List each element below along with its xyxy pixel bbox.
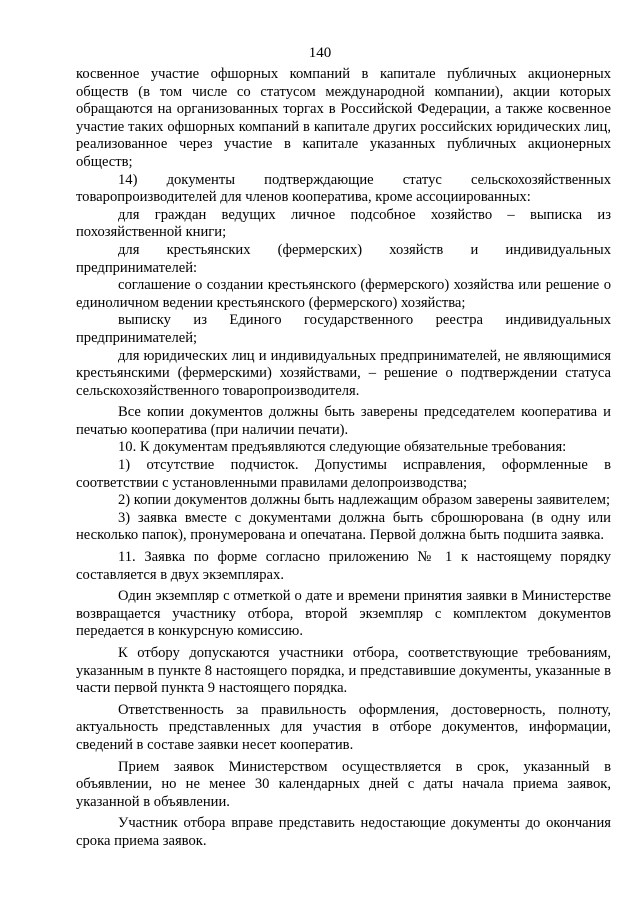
paragraph-admission: К отбору допускаются участники отбора, соответствующие требованиям, указанным в пункте 8 настоящего порядка, и представившие документы, указанные в части первой пункта 9 настоящего порядка. bbox=[76, 645, 611, 697]
paragraph-section-10: 10. К документам предъявляются следующие обязательные требования: bbox=[118, 439, 567, 456]
paragraph-responsibility: Ответственность за правильность оформления, достоверность, полноту, актуальность представленных для участия в отборе документов, информации, сведений в составе заявки несет кооператив. bbox=[76, 701, 611, 753]
document-body bbox=[76, 66, 611, 851]
paragraph-requirement-2: 2) копии документов должны быть надлежащим образом заверены заявителем; bbox=[118, 492, 611, 509]
paragraph-missing-documents: Участник отбора вправе представить недостающие документы до окончания срока приема заявок. bbox=[76, 815, 611, 849]
paragraph-citizens-household: для граждан ведущих личное подсобное хозяйство – выписка из похозяйственной книги; bbox=[76, 206, 611, 241]
paragraph-legal-entities: для юридических лиц и индивидуальных предпринимателей, не являющимися крестьянскими (фермерскими) хозяйствами, – решение о подтверждении статуса сельскохозяйственного товаропроизводителя. bbox=[76, 347, 611, 399]
paragraph-offshore-participation: косвенное участие офшорных компаний в капитале публичных акционерных обществ (в том числе со статусом международной компании), акции которых обращаются на организованных торгах в Российской Федерации, а также косвенное участие таких офшорных компаний в капитале других российских юридических лиц, реализованное через участие в капитале указанных публичных акционерных обществ; bbox=[76, 66, 611, 170]
paragraph-item-14: 14) документы подтверждающие статус сельскохозяйственных товаропроизводителей для членов кооператива, кроме ассоциированных: bbox=[76, 171, 611, 206]
paragraph-acceptance-period: Прием заявок Министерством осуществляется в срок, указанный в объявлении, но не менее 30 календарных дней с даты начала приема заявок, указанной в объявлении. bbox=[76, 758, 611, 810]
paragraph-copies-certified: Все копии документов должны быть заверены председателем кооператива и печатью кооператива (при наличии печати). bbox=[76, 404, 611, 438]
paragraph-section-11: 11. Заявка по форме согласно приложению № 1 к настоящему порядку составляется в двух экземплярах. bbox=[76, 549, 611, 583]
paragraph-farm-households: для крестьянских (фермерских) хозяйств и индивидуальных предпринимателей: bbox=[76, 241, 611, 276]
paragraph-registry-extract: выписку из Единого государственного реестра индивидуальных предпринимателей; bbox=[76, 312, 611, 346]
page-number: 140 bbox=[308, 45, 332, 61]
paragraph-copy-returned: Один экземпляр с отметкой о дате и времени принятия заявки в Министерстве возвращается участнику отбора, второй экземпляр с комплектом документов передается в конкурсную комиссию. bbox=[76, 588, 611, 640]
paragraph-farm-agreement: соглашение о создании крестьянского (фермерского) хозяйства или решение о единоличном ведении крестьянского (фермерского) хозяйства; bbox=[76, 277, 611, 311]
paragraph-requirement-3: 3) заявка вместе с документами должна быть сброшюрована (в одну или несколько папок), пронумерована и опечатана. Первой должна быть подшита заявка. bbox=[76, 509, 611, 544]
paragraph-requirement-1: 1) отсутствие подчисток. Допустимы исправления, оформленные в соответствии с установленными правилами делопроизводства; bbox=[76, 457, 611, 491]
